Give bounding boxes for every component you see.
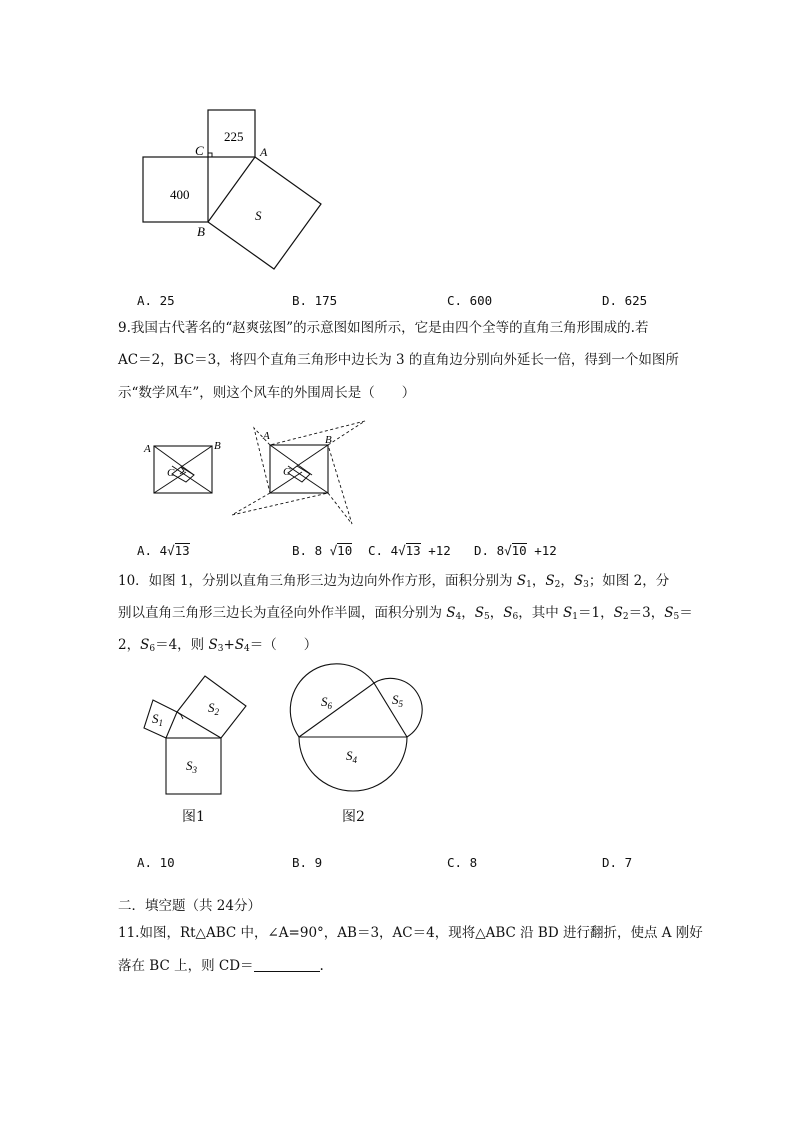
q10-fig2-caption: 图2 (342, 809, 365, 825)
q10-line-3: 2，$S_6=4$，则 $S_3+S_4=$（ ） (118, 637, 318, 654)
q10-line-1: 10．如图 1，分别以直角三角形三边为边向外作方形，面积分别为 $S_1$，$S_2$，$S_3$；如图 2，分 (118, 573, 670, 590)
q10-fig2-label-s4: $S_4$ (346, 748, 357, 765)
q9-label-c-right: C (283, 466, 291, 478)
q10-fig1-label-s2: $S_2$ (208, 700, 219, 717)
q11-line-2-text: 落在 BC 上，则 CD＝ (118, 958, 254, 974)
q9-label-c-left: C (167, 467, 175, 479)
section-2-title: 二．填空题（共 24分） (118, 898, 261, 914)
q10-option-c: C. 8 (447, 855, 478, 870)
q9-label-b-right: B (325, 434, 332, 446)
radical-icon: √ (329, 543, 338, 558)
q9-option-c-radicand: 13 (405, 543, 421, 558)
q10-fig1-label-s1: $S_1$ (152, 711, 163, 728)
q9-label-a-left: A (144, 443, 151, 455)
q9-option-b-radicand: 10 (337, 543, 353, 558)
q9-option-d-prefix: D. 8 (474, 543, 505, 558)
q10-option-d: D. 7 (602, 855, 633, 870)
q9-option-b-prefix: B. 8 (292, 543, 330, 558)
q10-fig2-triangle (299, 683, 407, 737)
q10-fig2-label-s6: $S_6$ (321, 694, 332, 711)
q11-line-2-period: . (319, 958, 324, 974)
q9-label-a-right: A (263, 430, 270, 442)
q8-option-d: D. 625 (602, 293, 648, 308)
q9-option-d-radicand: 10 (511, 543, 527, 558)
q11-answer-blank[interactable] (254, 959, 320, 972)
q9-option-a-radicand: 13 (174, 543, 190, 558)
radical-icon: √ (504, 543, 512, 558)
q9-option-d-suffix: +12 (526, 543, 557, 558)
q11-line-1: 11.如图，Rt△ABC 中，∠A=90°，AB＝3，AC＝4，现将△ABC 沿 BD 进行翻折，使点 A 刚好 (118, 925, 703, 941)
q10-fig1-label-s3: $S_3$ (186, 758, 197, 775)
q10-line-2: 别以直角三角形三边长为直径向外作半圆，面积分别为 $S_4$，$S_5$，$S_6$，其中 $S_1=1$，$S_2=3$，$S_5=$ (118, 605, 693, 622)
q9-label-b-left: B (214, 440, 221, 452)
q11-line-2 (118, 959, 324, 974)
q8-option-a: A. 25 (137, 293, 175, 308)
q9-line-1: 9.我国古代著名的“赵爽弦图”的示意图如图所示，它是由四个全等的直角三角形围成的.若 (118, 320, 649, 336)
q9-option-c-suffix: +12 (420, 543, 451, 558)
q10-option-a: A. 10 (137, 855, 175, 870)
q8-label-s: S (255, 208, 262, 223)
q8-option-b: B. 175 (292, 293, 338, 308)
q10-option-b: B. 9 (292, 855, 323, 870)
radical-icon: √ (398, 543, 406, 558)
q8-label-c: C (195, 143, 204, 158)
q8-label-a: A (260, 145, 268, 159)
q10-fig2-semicircle-s6 (290, 664, 374, 737)
q8-label-225: 225 (224, 129, 244, 144)
q8-label-b: B (197, 224, 205, 239)
q9-option-a-prefix: A. 4 (137, 543, 168, 558)
q8-label-400: 400 (170, 187, 190, 202)
q9-option-c-prefix: C. 4 (368, 543, 399, 558)
q9-line-3: 示“数学风车”，则这个风车的外围周长是（ ） (118, 385, 416, 401)
q10-fig2-label-s5: $S_5$ (392, 692, 403, 709)
q9-line-2: AC＝2，BC＝3，将四个直角三角形中边长为 3 的直角边分别向外延长一倍，得到一个如图所 (118, 352, 679, 368)
q10-fig1-caption: 图1 (182, 809, 205, 825)
radical-icon: √ (167, 543, 175, 558)
q8-option-c: C. 600 (447, 293, 493, 308)
